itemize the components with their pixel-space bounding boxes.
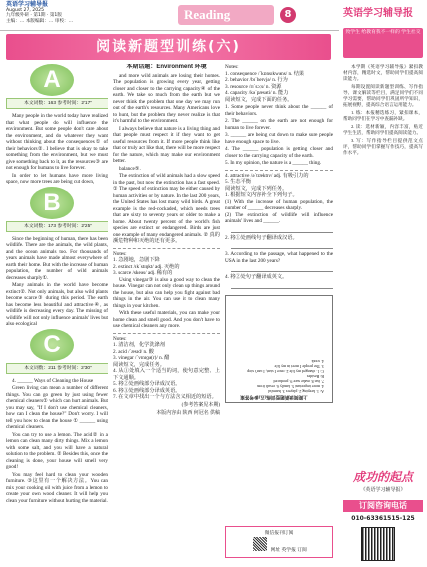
answer-line-text: C: 1. changed my life 2. once I start, I can't stop	[247, 368, 324, 374]
section-b-para: Since the beginning of human, there has been wildlife. There are the animals, the wild plants, and the ocean animals too. For thousands of years animals have made almost everywhere of earth their home. But with the increase of human population, the number of wild animals decreases sharply①.	[6, 235, 108, 281]
subscribe-box	[225, 526, 333, 558]
note-line: 4. attractive /əˈtræktɪv/ adj. 有吸引力的	[225, 172, 309, 179]
answer-line-text: 4. more important 5. family 6. result from	[257, 383, 324, 389]
note-line: Notes:	[113, 250, 127, 257]
section-a-meta: 本文词数：163 参考时间：2′17″	[6, 98, 108, 109]
column-2	[113, 64, 220, 558]
section-tab: Reading	[178, 5, 274, 25]
note-line: 阅读短文，完成下面的任务。	[225, 96, 293, 103]
notes-b	[113, 248, 220, 277]
page-number: 8	[280, 7, 296, 23]
section-a-letter: A	[30, 64, 74, 96]
previous-answers-rotated	[225, 357, 326, 402]
question-a: 5. In my opinion, the nature is a ______ thing.	[225, 160, 322, 166]
answer-line	[231, 282, 333, 289]
issue-line: 九年级外研 · 第1期 · 第1版	[6, 13, 62, 19]
note-line: 3. vinegar /ˈvɪnɪɡə(r)/ n. 醋	[113, 355, 170, 361]
note-line: Notes:	[225, 64, 239, 70]
column-1	[6, 64, 108, 558]
answer-line-text: B: Besides	[306, 373, 324, 379]
hotline-number: 010-63361515-125	[351, 515, 415, 522]
subscribe-label: 微信报刊订阅	[264, 531, 294, 536]
col2-para: The extinction of wild animals had a slow speed in the past, but now the extinction has a fast speed. ① The speed of extinction may be either caused by human activities or by nature. In the last 200 years, the United States has lost many wild birds. A great example is the red-cockaded, which needs trees that are sixty to seventy years or older to make a home. About twenty percent of the world's fish species are extinct or endangered. Birds are just one example of many endangered animals. ② 真的濒危物种和灭绝的还有更多。	[113, 173, 220, 244]
sidebar-para: 1. 练：本报精选练习，紧扣课本，帮助同学们在学习中查漏补缺。	[343, 110, 423, 121]
section-c-para: You can try to use a lemon. The acid② in a lemon can clean many dirty things. Mix a lemon with some salt, and you will have a natural solution to the problem. ② Besides this, once the cleaning is done, your house will smell very good!	[6, 431, 108, 470]
section-c-para: Green living can mean a number of different things. You can go green by just using fewer chemical cleaners① which can hurt animals. But you may say, "If I don't use chemical cleaners, how can I clean the house?" Don't worry. I will tell you how to clean the house ① ______ using chemical cleaners.	[6, 385, 108, 430]
note-line: 6. 将③处画线部分译成英语。	[113, 387, 181, 394]
paper-name: 英语学习辅导报	[6, 1, 49, 8]
note-line: 2. extinct /ɪkˈstɪŋkt/ adj. 灭绝的	[113, 263, 180, 270]
note-line: 5. 将②处画线部分译成汉语。	[113, 381, 181, 387]
hotline-banner: 订阅咨询电话	[343, 500, 423, 512]
notes-c	[113, 333, 220, 401]
sidebar-para: 2. 读：选材新颖，内容丰富，贴近学生生活，帮助同学们提高阅读能力。	[343, 124, 423, 135]
question-a: 1. Some people never think about the ______ of their behaviors.	[225, 104, 333, 117]
sidebar-logo: 英语学习辅导报	[343, 8, 413, 19]
section-b-para: Many animals in the world have become extinct②. Not only animals, but also wild plants become scarce③ during this period. The earth has become less beautiful and attractive④, as wildlife is decreasing every day. The missing of wildlife will not only influence animals' lives but also ecological	[6, 282, 108, 327]
note-line: 1. consequence /ˈkɒnsɪkwəns/ n. 结果	[225, 70, 305, 77]
section-c-letter: C	[30, 329, 74, 361]
notes-a	[225, 64, 333, 103]
col2-para: With these useful materials, you can make your home clean and smell good. And you don't have to use chemical cleaners any more.	[113, 310, 220, 329]
section-c-para: You may feel hard to clean your wooden furniture. ③这里有一个解决方法。You can mix your cooking oil with juice from a lemon to create your own wood cleaner. It will help you clean your furniture without hurting the material.	[6, 471, 108, 504]
subscribe-item: 英学报	[281, 548, 296, 553]
note-line: 1. 急剧地，急剧下降	[113, 257, 160, 263]
sidebar-para: 每期设置阅读新题型训练、写作指导、课文解读等栏目，满足同学们不同学习需要，帮助同学们巩固所学知识，拓展视野，提高综合语言运用能力。	[343, 84, 423, 107]
section-c-para: 4. ______ Ways of Cleaning the House	[12, 377, 94, 384]
answer-reference: (参考答案见本期)	[181, 402, 220, 408]
editor-line: 主编：… 本版编辑：… 审校：…	[6, 18, 74, 24]
question-a: 3. ______ are being cut down to make sure people have enough space to live.	[225, 132, 333, 145]
brand-slogan: 成功的起点	[352, 470, 413, 484]
note-line: 3. resource /rɪˈsɔːs/ n. 资源	[225, 83, 282, 90]
brand-subtitle: 《英语学习辅导报》	[360, 487, 406, 493]
question-a: 4. The ______ population is getting closer and closer to the carrying capacity of the earth.	[225, 146, 333, 159]
question-b: 3. According to the passage, what happened to the USA in the last 200 years?	[225, 251, 333, 264]
sidebar-intro: 致学生 给教育我不一样的 学生社交	[343, 28, 423, 58]
page-title: 阅读新题型训练(六)	[6, 34, 331, 60]
note-line: (1) With the increase of human population, the number of ______ decreases sharply.	[225, 198, 333, 211]
section-b-header	[6, 187, 108, 233]
answer-line	[231, 265, 333, 272]
answer-line-text: 7. fun 8. make sure 9. produced	[273, 378, 324, 384]
note-line: 阅读短文，完成下列任务。	[225, 185, 288, 192]
note-line: 2. behavior /bɪˈheɪvjə/ n. 行为	[225, 77, 288, 83]
masthead-info	[6, 2, 126, 24]
section-a-para: Many people in the world today have realized that what people do will influence the environment. But some people don't care about the environment, and do whatever they want without thinking about the consequences① of their behaviors②. I believe that is okay to take something from the environment, but we must give something back to it, as the resources③ are not enough for humans to live forever.	[6, 113, 108, 171]
note-line: 3. scarce /skeəs/ adj. 稀有的	[113, 270, 173, 276]
section-a-para: In order to let humans have more living space, now more trees are being cut down,	[6, 172, 108, 185]
answer-line-text: 3. The people I meet in my life	[274, 363, 324, 369]
note-line: 2. acid /ˈæsɪd/ n. 酸	[113, 348, 154, 355]
note-line: 1. 根据短文内容补全下列句子。	[225, 192, 298, 198]
question-a: 2. The ______ on the earth are not enough for human to live forever.	[225, 118, 333, 131]
subscribe-item: 网址	[270, 548, 281, 553]
subscribe-item: 订阅	[297, 548, 307, 553]
answer-line	[231, 226, 333, 233]
notes-b2	[225, 170, 333, 250]
note-line: 4. capacity /kəˈpæsəti/ n. 能力	[225, 90, 289, 96]
sidebar-para: 3. 写：写作指导栏目提供范文点评，帮助同学们掌握写作技巧，提高写作水平。	[343, 138, 423, 155]
col2-para: balance⑤.	[119, 165, 141, 172]
qr-code-icon	[253, 537, 267, 551]
qr-code-icon	[361, 527, 395, 561]
section-a-header	[6, 64, 108, 110]
answer-line	[231, 242, 333, 249]
section-c-header	[6, 329, 108, 375]
note-line: 阅读短文，完成任务。	[113, 361, 165, 368]
note-line: 5. 生态平衡	[225, 179, 251, 185]
answers-title: 上期阅读新题型训练(五)参考答案	[240, 394, 308, 400]
note-line: Notes:	[113, 335, 127, 342]
contributor-credit: 本版内容由 陕西 何冠名 供稿	[156, 411, 220, 416]
section-b-letter: B	[30, 187, 74, 219]
note-line: 7. 在文章中找出一个与方法含义相近的短语。	[113, 394, 217, 400]
issue-date: August 27, 2025	[6, 7, 44, 13]
column-3	[225, 64, 333, 558]
note-line: (2) The extinction of wildlife will influence animals' lives and ______.	[225, 211, 333, 224]
col2-para: and more wild animals are losing their homes. The population is growing every year, getting closer and closer to the carrying capacity④ of the earth. We take so much from the earth but we never think the problem that one day we may run out of the earth's resources. Many Americans love to hunt, but the problem they never realize is that it's harmful to the environment.	[113, 72, 220, 124]
promo-sidebar	[339, 0, 427, 567]
col2-para: I always believe that nature is a living thing and that people must respect it if they want to get useful resources from it. If more people think like that or truly act like that, there will be more respect for the nature, which may make our environment better.	[113, 125, 220, 164]
answer-line-text: 4. weak	[311, 358, 324, 364]
question-b: 4. 将②处句子翻译成英文。	[225, 274, 288, 280]
section-c-meta: 本文词数：211 参考时间：2′30″	[6, 363, 108, 374]
previous-answers-box	[225, 295, 333, 403]
section-b-meta: 本文词数：173 参考时间：2′25″	[6, 221, 108, 232]
sidebar-body	[343, 64, 423, 158]
col2-para: Using vinegar③ is also a good way to clean the house. Vinegar can not only clean up things around the house, but also can help you fight against bad things in the air. You can use it to clean many things in your kitchen.	[113, 276, 220, 309]
note-line: 4. 从①处填入一个适当的词，使句意完整、上下文通顺。	[113, 368, 220, 381]
note-line: 1. 清洁剂，化学洗涤剂	[113, 342, 165, 348]
answer-line-text: A: 1. keeping 2. players 3. harmful	[268, 388, 324, 394]
topic-heading: 本期话题：Environment 环境	[126, 64, 207, 70]
sidebar-para: 本学期《英语学习辅导报》紧扣教材内容，精选时文，帮助同学们提高阅读能力。	[343, 64, 423, 81]
note-line: 2. 将①处画线句子翻译成汉语。	[225, 234, 298, 241]
